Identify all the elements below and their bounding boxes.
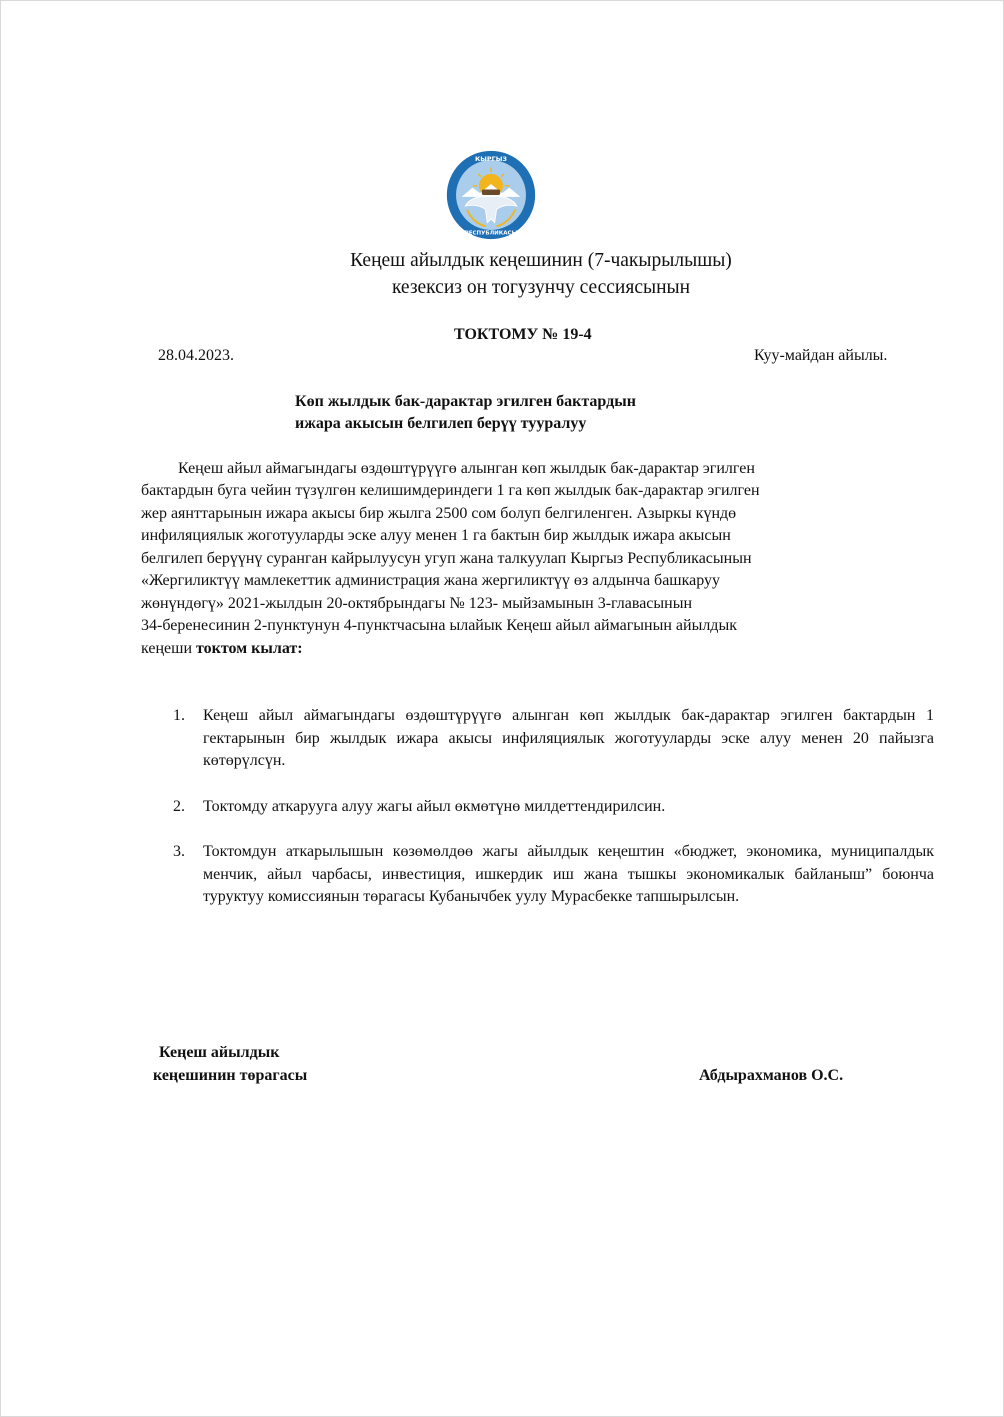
signature-title-line-2: кеңешинин төрагасы — [153, 1067, 308, 1084]
decision-item — [161, 796, 934, 819]
resolution-phrase: токтом кылат: — [196, 640, 303, 657]
decision-number: 1 . — [173, 705, 185, 728]
signature-title-line-1: Кеңеш айылдык — [159, 1044, 280, 1061]
preamble-last-line — [141, 638, 303, 661]
decision-list — [161, 705, 934, 909]
council-line-1: Кеңеш айылдык кеңешинин (7-чакырылышы) — [350, 250, 732, 271]
preamble-line: «Жергиликтүү мамлекеттик администрация жана жергиликтүү өз алдынча башкаруу — [141, 572, 721, 589]
decision-text: Токтомду аткарууга алуу жагы айыл өкмөтүнө милдеттендирилсин. — [203, 797, 666, 815]
preamble-line: бактардын буга чейин түзүлгөн келишимдериндеги 1 га көп жылдык бак-дарактар эгилген — [141, 482, 760, 499]
decision-number: 2 . — [173, 796, 185, 819]
preamble-line: белгилеп берүүнү суранган кайрылуусун угуп жана талкуулап Кыргыз Республикасынын — [141, 550, 752, 567]
kyrgyz-state-emblem-icon — [445, 149, 537, 241]
signature-name: Абдырахманов О.С. — [699, 1067, 844, 1084]
preamble-line: Кеңеш айыл аймагындагы өздөштүрүүгө алынган көп жылдык бак-дарактар эгилген — [178, 460, 755, 477]
decision-item — [161, 841, 934, 909]
decision-number: 3 . — [173, 841, 185, 864]
decision-text: Кеңеш айыл аймагындагы өздөштүрүүгө алынган көп жылдык бак-дарактар эгилген бактардын 1 гектарынын бир жылдык ижара акысы инфиляциялык жоготууларды эске алуу менен 20 пайызга көтөрүлсүн. — [203, 707, 934, 769]
decree-title: ТОКТОМУ № 19-4 — [454, 326, 592, 343]
decision-item — [161, 705, 934, 773]
preamble-line: 34-беренесинин 2-пунктунун 4-пунктчасына ылайык Кеңеш айыл аймагынын айылдык — [141, 617, 737, 634]
preamble-last-line-start: кеңеши — [141, 640, 197, 657]
council-line-2: кезексиз он тогузунчу сессиясынын — [391, 277, 691, 298]
subject-line-2: ижара акысын белгилеп берүү тууралуу — [295, 415, 587, 432]
decision-text: Токтомдун аткарылышын көзөмөлдөө жагы айылдык кеңештин «бюджет, экономика, муниципалдык менчик, айыл чарбасы, инвестиция, ишкердик иш жана тышкы экономикалык байланыш” боюнча туруктуу комиссиянын төрагасы Кубанычбек уулу Мурасбекке тапшырылсын. — [203, 843, 934, 905]
preamble-line: инфиляциялык жоготууларды эске алуу менен 1 га бактын бир жылдык ижара акысын — [141, 527, 731, 544]
preamble-line: жөнүндөгү» 2021-жылдын 20-октябрындагы № 123- мыйзамынын 3-главасынын — [141, 595, 693, 612]
emblem-text-top: КЫРГЫЗ — [475, 154, 507, 163]
emblem-text-bottom: РЕСПУБЛИКАСЫ — [464, 230, 518, 237]
decree-date: 28.04.2023. — [158, 347, 234, 364]
subject-line-1: Көп жылдык бак-дарактар эгилген бактардын — [295, 393, 636, 410]
decree-place: Куу-майдан айылы. — [754, 347, 888, 364]
preamble-line: жер аянттарынын ижара акысы бир жылга 2500 сом болуп белгиленген. Азыркы күндө — [141, 505, 737, 522]
